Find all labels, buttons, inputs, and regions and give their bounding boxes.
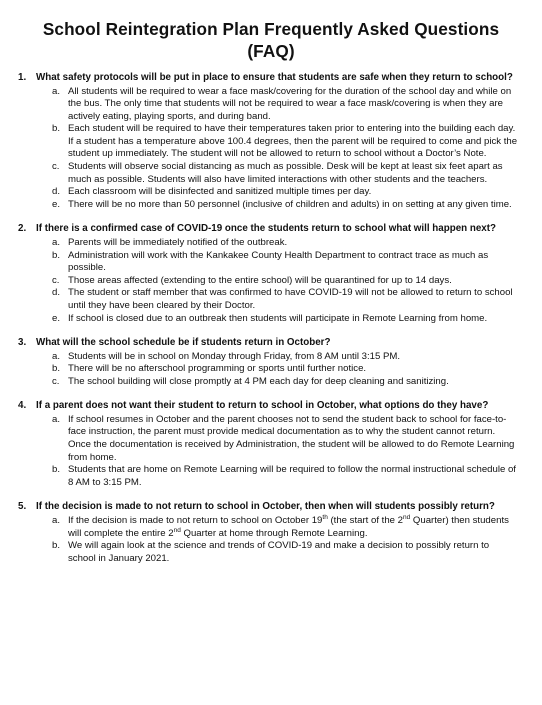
answer-text — [68, 515, 524, 540]
answer-letter: b. — [52, 540, 61, 552]
question-text: What will the school schedule be if students return in October? — [36, 337, 331, 349]
answer-letter: b. — [52, 123, 61, 135]
answer-letter: c. — [52, 375, 60, 387]
answer-text: Students that are home on Remote Learning will be required to follow the normal instructional schedule of 8 AM to 3:15 PM. — [68, 464, 516, 488]
answer-item — [52, 414, 524, 464]
answer-text: Students will be in school on Monday through Friday, from 8 AM until 3:15 PM. — [68, 350, 401, 362]
answer-list — [18, 414, 524, 490]
answer-item — [52, 86, 524, 124]
answer-list — [18, 515, 524, 565]
question-text: If there is a confirmed case of COVID-19 once the students return to school what will happen next? — [36, 223, 496, 235]
answer-letter: d. — [52, 186, 61, 198]
answer-text: There will be no more than 50 personnel (inclusive of children and adults) in on setting at any given time. — [68, 198, 512, 210]
faq-item — [18, 337, 524, 388]
question-number: 1. — [18, 72, 27, 83]
ordinal-suffix: nd — [173, 526, 181, 534]
answer-text: Those areas affected (extending to the entire school) will be quarantined for up to 14 days. — [68, 274, 452, 286]
answer-text: If school is closed due to an outbreak then students will participate in Remote Learning from home. — [68, 312, 488, 324]
answer-letter: b. — [52, 363, 61, 375]
answer-text-part: Quarter at home through Remote Learning. — [180, 527, 368, 539]
answer-item — [52, 123, 524, 161]
answer-letter: a. — [52, 413, 61, 425]
answer-item — [52, 464, 524, 489]
answer-text: The student or staff member that was confirmed to have COVID-19 will not be allowed to return to school until they have been cleared by their Doctor. — [68, 287, 513, 311]
answer-item — [52, 275, 524, 288]
answer-item — [52, 540, 524, 565]
ordinal-suffix: nd — [403, 513, 411, 521]
answer-item — [52, 237, 524, 250]
answer-item — [52, 186, 524, 199]
answer-text: The school building will close promptly at 4 PM each day for deep cleaning and sanitizing. — [68, 375, 449, 387]
answer-text: Each classroom will be disinfected and sanitized multiple times per day. — [68, 186, 372, 198]
question-text: What safety protocols will be put in place to ensure that students are safe when they return to school? — [36, 72, 513, 83]
question-text: If a parent does not want their student to return to school in October, what options do they have? — [36, 400, 489, 412]
answer-letter: a. — [52, 236, 61, 248]
answer-text: All students will be required to wear a face mask/covering for the duration of the school day and while on the bus. The only time that students will not be required to wear a face mask/covering is when they are actively eating, playing sports, and during band. — [68, 85, 512, 122]
question-heading — [18, 501, 524, 514]
answer-text-part: Quarter) then students will complete the entire 2 — [68, 514, 509, 539]
answer-text: If school resumes in October and the parent chooses not to send the student back to school for face-to-face instruction, the parent must provide medical documentation as to why the student cannot return. Once the documentation is received by Administration, the student will be allowed to do Remote Learning from home. — [68, 413, 515, 463]
answer-letter: b. — [52, 464, 61, 476]
answer-text: Parents will be immediately notified of the outbreak. — [68, 236, 288, 248]
faq-item — [18, 223, 524, 325]
answer-item — [52, 376, 524, 389]
page-title: School Reintegration Plan Frequently Asked Questions (FAQ) — [42, 19, 500, 61]
question-text: If the decision is made to not return to school in October, then when will students possibly return? — [36, 501, 495, 513]
question-number: 3. — [18, 337, 27, 349]
question-heading — [18, 223, 524, 236]
question-heading — [18, 72, 524, 85]
answer-letter: c. — [52, 274, 60, 286]
answer-text: We will again look at the science and trends of COVID-19 and make a decision to possibly return to school in January 2021. — [68, 540, 490, 564]
answer-letter: a. — [52, 514, 61, 526]
question-heading — [18, 400, 524, 413]
answer-text-part: (the start of the 2 — [327, 514, 404, 526]
answer-text: Each student will be required to have their temperatures taken prior to entering into the building each day. If a student has a temperature above 100.4 degrees, then the parent will be required to come and pick the student up immediately. The student will not be allowed to return to school without a Doctor’s Note. — [68, 123, 518, 160]
ordinal-suffix: th — [322, 513, 328, 521]
question-number: 5. — [18, 501, 27, 513]
answer-list — [18, 351, 524, 389]
answer-text-part: If the decision is made to not return to school on October 19 — [68, 514, 323, 526]
answer-letter: e. — [52, 198, 61, 210]
answer-letter: d. — [52, 287, 61, 299]
answer-list — [18, 237, 524, 325]
faq-list — [18, 72, 524, 565]
answer-text: There will be no afterschool programming or sports until further notice. — [68, 363, 367, 375]
answer-item — [52, 250, 524, 275]
answer-item — [52, 287, 524, 312]
answer-item — [52, 351, 524, 364]
faq-item — [18, 72, 524, 211]
answer-letter: a. — [52, 350, 61, 362]
question-number: 2. — [18, 223, 27, 235]
answer-text: Administration will work with the Kankakee County Health Department to contract trace as much as possible. — [68, 249, 489, 274]
question-number: 4. — [18, 400, 27, 412]
answer-item — [52, 363, 524, 376]
answer-letter: b. — [52, 249, 61, 261]
answer-text: Students will observe social distancing as much as possible. Desk will be kept at least six feet apart as much as possible. Students will also have limited interactions with other students and the teachers. — [68, 161, 503, 185]
answer-letter: c. — [52, 161, 60, 173]
answer-item — [52, 313, 524, 326]
question-heading — [18, 337, 524, 350]
faq-item — [18, 501, 524, 565]
answer-list — [18, 86, 524, 212]
answer-item — [52, 161, 524, 186]
answer-letter: e. — [52, 312, 61, 324]
answer-item — [52, 199, 524, 212]
answer-item — [52, 515, 524, 540]
faq-item — [18, 400, 524, 489]
answer-letter: a. — [52, 85, 61, 97]
